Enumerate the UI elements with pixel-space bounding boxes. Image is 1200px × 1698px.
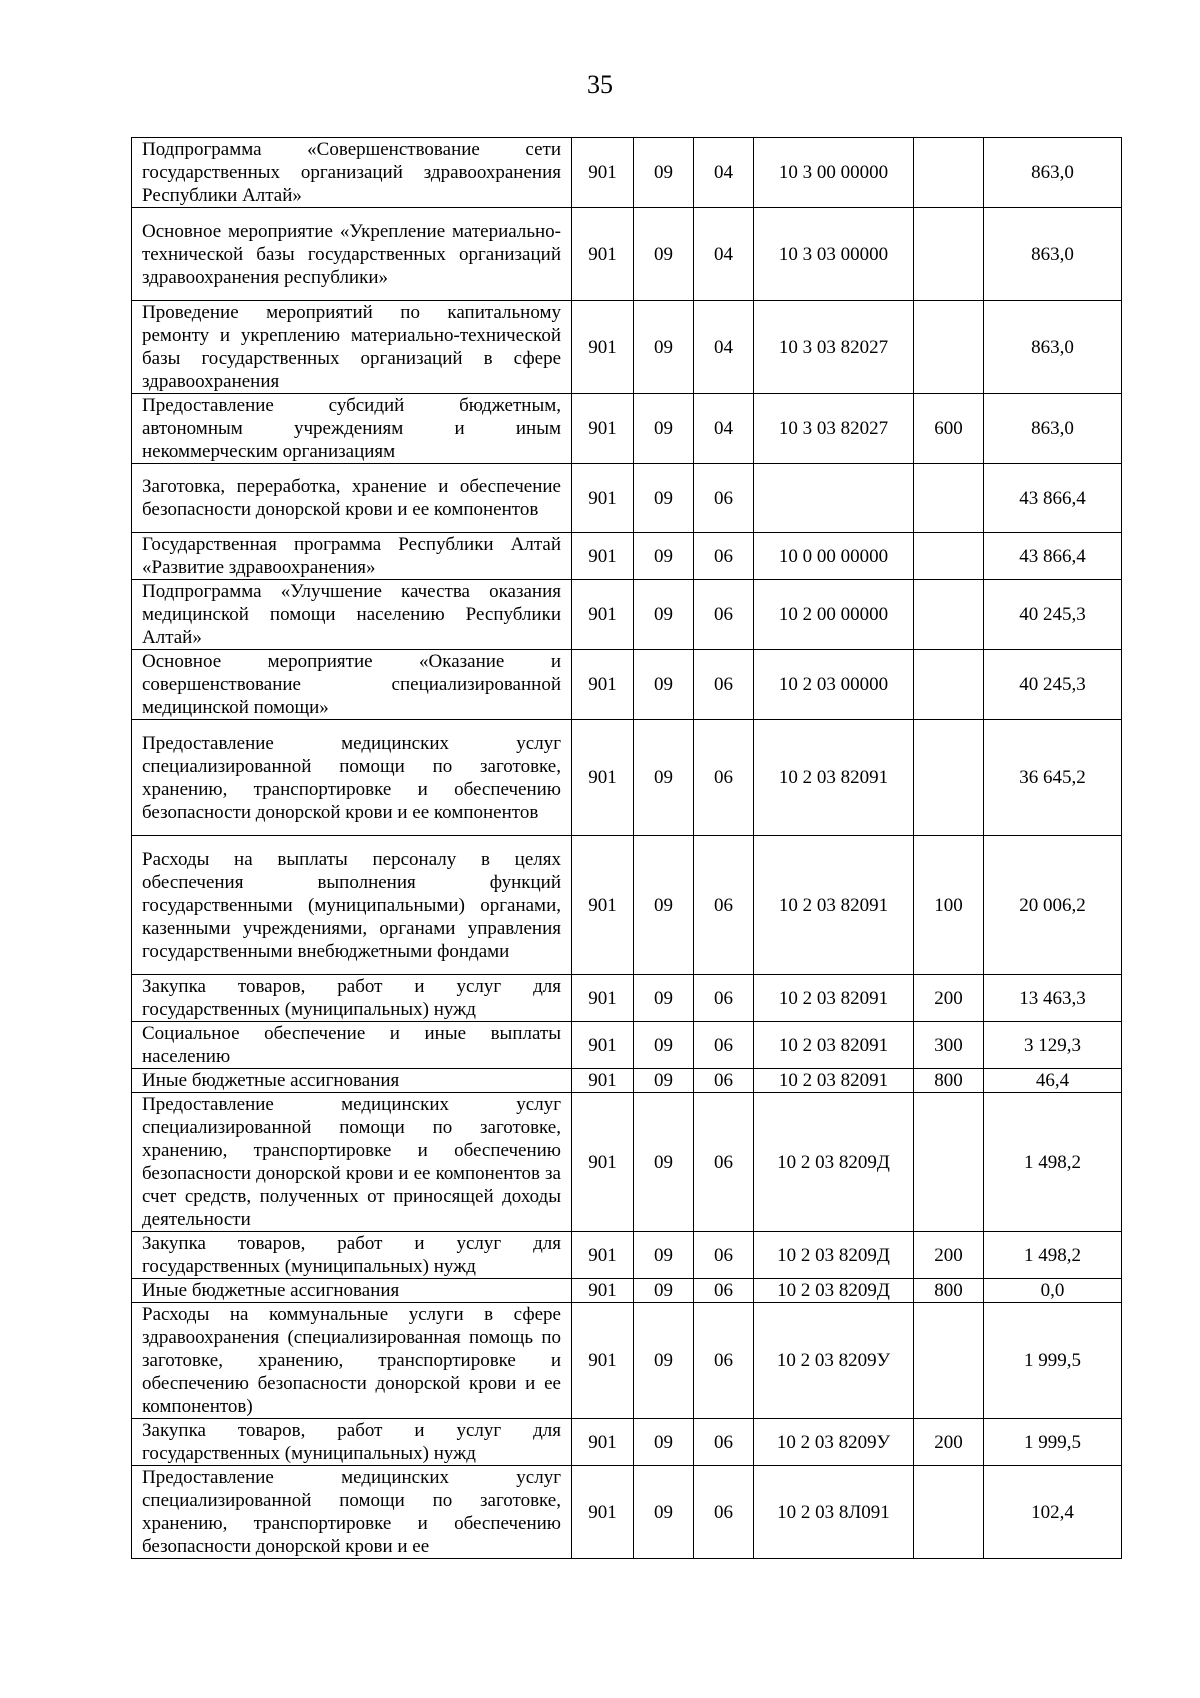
amount-cell: 20 006,2: [984, 836, 1122, 975]
row-name-cell: Предоставление медицинских услуг специализированной помощи по заготовке, хранению, транспортировке и обеспечению безопасности донорской крови и ее компонентов за счет средств, полученных от приносящей доходы деятельности: [132, 1093, 572, 1232]
section-code-cell: 09: [634, 836, 694, 975]
table-row: [132, 650, 1122, 720]
row-name-cell: Закупка товаров, работ и услуг для государственных (муниципальных) нужд: [132, 1419, 572, 1466]
ministry-code-cell: 901: [572, 1069, 634, 1093]
subsection-code-cell: 06: [694, 1279, 754, 1303]
target-item-code-cell: 10 2 03 82091: [754, 975, 914, 1022]
target-item-code-cell: 10 2 03 82091: [754, 836, 914, 975]
subsection-code-cell: 06: [694, 1232, 754, 1279]
target-item-code-cell: 10 3 03 82027: [754, 394, 914, 464]
expense-type-code-cell: [914, 1303, 984, 1419]
expense-type-code-cell: [914, 650, 984, 720]
table-row: [132, 1022, 1122, 1069]
row-name-cell: Расходы на коммунальные услуги в сфере здравоохранения (специализированная помощь по заготовке, хранению, транспортировке и обеспечению безопасности донорской крови и ее компонентов): [132, 1303, 572, 1419]
ministry-code-cell: 901: [572, 975, 634, 1022]
ministry-code-cell: 901: [572, 138, 634, 208]
section-code-cell: 09: [634, 1303, 694, 1419]
subsection-code-cell: 04: [694, 208, 754, 301]
subsection-code-cell: 04: [694, 138, 754, 208]
table-row: [132, 720, 1122, 836]
section-code-cell: 09: [634, 1093, 694, 1232]
amount-cell: 3 129,3: [984, 1022, 1122, 1069]
amount-cell: 1 999,5: [984, 1303, 1122, 1419]
expense-type-code-cell: 600: [914, 394, 984, 464]
expense-type-code-cell: [914, 1093, 984, 1232]
section-code-cell: 09: [634, 580, 694, 650]
expense-type-code-cell: [914, 533, 984, 580]
ministry-code-cell: 901: [572, 301, 634, 394]
section-code-cell: 09: [634, 1466, 694, 1559]
subsection-code-cell: 06: [694, 580, 754, 650]
ministry-code-cell: 901: [572, 464, 634, 533]
subsection-code-cell: 06: [694, 1419, 754, 1466]
budget-table-body: [132, 138, 1122, 1559]
table-row: [132, 1466, 1122, 1559]
section-code-cell: 09: [634, 1279, 694, 1303]
section-code-cell: 09: [634, 1022, 694, 1069]
subsection-code-cell: 06: [694, 1069, 754, 1093]
amount-cell: 36 645,2: [984, 720, 1122, 836]
table-row: [132, 1303, 1122, 1419]
amount-cell: 43 866,4: [984, 464, 1122, 533]
amount-cell: 13 463,3: [984, 975, 1122, 1022]
ministry-code-cell: 901: [572, 1093, 634, 1232]
row-name-cell: Социальное обеспечение и иные выплаты населению: [132, 1022, 572, 1069]
target-item-code-cell: 10 3 03 82027: [754, 301, 914, 394]
table-row: [132, 394, 1122, 464]
expense-type-code-cell: 200: [914, 1419, 984, 1466]
section-code-cell: 09: [634, 208, 694, 301]
expense-type-code-cell: [914, 464, 984, 533]
target-item-code-cell: 10 3 00 00000: [754, 138, 914, 208]
subsection-code-cell: 06: [694, 533, 754, 580]
table-row: [132, 1093, 1122, 1232]
row-name-cell: Предоставление медицинских услуг специализированной помощи по заготовке, хранению, транспортировке и обеспечению безопасности донорской крови и ее компонентов: [132, 720, 572, 836]
subsection-code-cell: 06: [694, 1093, 754, 1232]
row-name-cell: Заготовка, переработка, хранение и обеспечение безопасности донорской крови и ее компонентов: [132, 464, 572, 533]
table-row: [132, 208, 1122, 301]
table-row: [132, 533, 1122, 580]
amount-cell: 40 245,3: [984, 650, 1122, 720]
amount-cell: 43 866,4: [984, 533, 1122, 580]
row-name-cell: Закупка товаров, работ и услуг для государственных (муниципальных) нужд: [132, 1232, 572, 1279]
row-name-cell: Предоставление медицинских услуг специализированной помощи по заготовке, хранению, транспортировке и обеспечению безопасности донорской крови и ее: [132, 1466, 572, 1559]
amount-cell: 863,0: [984, 394, 1122, 464]
expense-type-code-cell: [914, 580, 984, 650]
page-number: 35: [587, 70, 613, 99]
ministry-code-cell: 901: [572, 208, 634, 301]
ministry-code-cell: 901: [572, 580, 634, 650]
table-row: [132, 301, 1122, 394]
row-name-cell: Иные бюджетные ассигнования: [132, 1069, 572, 1093]
amount-cell: 863,0: [984, 138, 1122, 208]
target-item-code-cell: 10 0 00 00000: [754, 533, 914, 580]
section-code-cell: 09: [634, 138, 694, 208]
subsection-code-cell: 06: [694, 1022, 754, 1069]
table-row: [132, 464, 1122, 533]
target-item-code-cell: 10 2 03 8209Д: [754, 1232, 914, 1279]
section-code-cell: 09: [634, 464, 694, 533]
ministry-code-cell: 901: [572, 650, 634, 720]
amount-cell: 40 245,3: [984, 580, 1122, 650]
target-item-code-cell: 10 2 03 8209Д: [754, 1093, 914, 1232]
amount-cell: 1 999,5: [984, 1419, 1122, 1466]
row-name-cell: Расходы на выплаты персоналу в целях обеспечения выполнения функций государственными (муниципальными) органами, казенными учреждениями, органами управления государственными внебюджетными фондами: [132, 836, 572, 975]
table-row: [132, 138, 1122, 208]
ministry-code-cell: 901: [572, 1279, 634, 1303]
subsection-code-cell: 06: [694, 650, 754, 720]
table-row: [132, 1069, 1122, 1093]
ministry-code-cell: 901: [572, 1419, 634, 1466]
ministry-code-cell: 901: [572, 836, 634, 975]
subsection-code-cell: 06: [694, 464, 754, 533]
amount-cell: 46,4: [984, 1069, 1122, 1093]
ministry-code-cell: 901: [572, 1466, 634, 1559]
row-name-cell: Проведение мероприятий по капитальному ремонту и укреплению материально-технической базы государственных организаций в сфере здравоохранения: [132, 301, 572, 394]
target-item-code-cell: [754, 464, 914, 533]
subsection-code-cell: 06: [694, 1303, 754, 1419]
section-code-cell: 09: [634, 975, 694, 1022]
subsection-code-cell: 06: [694, 1466, 754, 1559]
target-item-code-cell: 10 2 03 82091: [754, 720, 914, 836]
ministry-code-cell: 901: [572, 720, 634, 836]
budget-table: [131, 137, 1122, 1559]
expense-type-code-cell: [914, 301, 984, 394]
row-name-cell: Иные бюджетные ассигнования: [132, 1279, 572, 1303]
target-item-code-cell: 10 2 03 8209У: [754, 1419, 914, 1466]
amount-cell: 0,0: [984, 1279, 1122, 1303]
expense-type-code-cell: [914, 208, 984, 301]
subsection-code-cell: 04: [694, 394, 754, 464]
ministry-code-cell: 901: [572, 1303, 634, 1419]
expense-type-code-cell: [914, 720, 984, 836]
target-item-code-cell: 10 2 00 00000: [754, 580, 914, 650]
amount-cell: 102,4: [984, 1466, 1122, 1559]
subsection-code-cell: 04: [694, 301, 754, 394]
table-row: [132, 1419, 1122, 1466]
ministry-code-cell: 901: [572, 1232, 634, 1279]
table-row: [132, 580, 1122, 650]
expense-type-code-cell: 800: [914, 1279, 984, 1303]
section-code-cell: 09: [634, 1069, 694, 1093]
row-name-cell: Подпрограмма «Совершенствование сети государственных организаций здравоохранения Республики Алтай»: [132, 138, 572, 208]
expense-type-code-cell: [914, 138, 984, 208]
subsection-code-cell: 06: [694, 720, 754, 836]
row-name-cell: Основное мероприятие «Укрепление материально-технической базы государственных организаций здравоохранения республики»: [132, 208, 572, 301]
amount-cell: 863,0: [984, 301, 1122, 394]
ministry-code-cell: 901: [572, 1022, 634, 1069]
target-item-code-cell: 10 2 03 00000: [754, 650, 914, 720]
expense-type-code-cell: 200: [914, 975, 984, 1022]
target-item-code-cell: 10 3 03 00000: [754, 208, 914, 301]
section-code-cell: 09: [634, 301, 694, 394]
ministry-code-cell: 901: [572, 533, 634, 580]
expense-type-code-cell: 300: [914, 1022, 984, 1069]
subsection-code-cell: 06: [694, 975, 754, 1022]
table-row: [132, 1232, 1122, 1279]
table-row: [132, 1279, 1122, 1303]
row-name-cell: Закупка товаров, работ и услуг для государственных (муниципальных) нужд: [132, 975, 572, 1022]
amount-cell: 863,0: [984, 208, 1122, 301]
section-code-cell: 09: [634, 650, 694, 720]
row-name-cell: Основное мероприятие «Оказание и совершенствование специализированной медицинской помощи»: [132, 650, 572, 720]
amount-cell: 1 498,2: [984, 1093, 1122, 1232]
table-row: [132, 975, 1122, 1022]
section-code-cell: 09: [634, 1419, 694, 1466]
section-code-cell: 09: [634, 533, 694, 580]
expense-type-code-cell: 200: [914, 1232, 984, 1279]
row-name-cell: Подпрограмма «Улучшение качества оказания медицинской помощи населению Республики Алтай»: [132, 580, 572, 650]
subsection-code-cell: 06: [694, 836, 754, 975]
target-item-code-cell: 10 2 03 8209У: [754, 1303, 914, 1419]
expense-type-code-cell: [914, 1466, 984, 1559]
ministry-code-cell: 901: [572, 394, 634, 464]
target-item-code-cell: 10 2 03 8Л091: [754, 1466, 914, 1559]
target-item-code-cell: 10 2 03 8209Д: [754, 1279, 914, 1303]
expense-type-code-cell: 100: [914, 836, 984, 975]
table-row: [132, 836, 1122, 975]
row-name-cell: Государственная программа Республики Алтай «Развитие здравоохранения»: [132, 533, 572, 580]
expense-type-code-cell: 800: [914, 1069, 984, 1093]
target-item-code-cell: 10 2 03 82091: [754, 1069, 914, 1093]
row-name-cell: Предоставление субсидий бюджетным, автономным учреждениям и иным некоммерческим организациям: [132, 394, 572, 464]
amount-cell: 1 498,2: [984, 1232, 1122, 1279]
section-code-cell: 09: [634, 394, 694, 464]
section-code-cell: 09: [634, 1232, 694, 1279]
section-code-cell: 09: [634, 720, 694, 836]
target-item-code-cell: 10 2 03 82091: [754, 1022, 914, 1069]
